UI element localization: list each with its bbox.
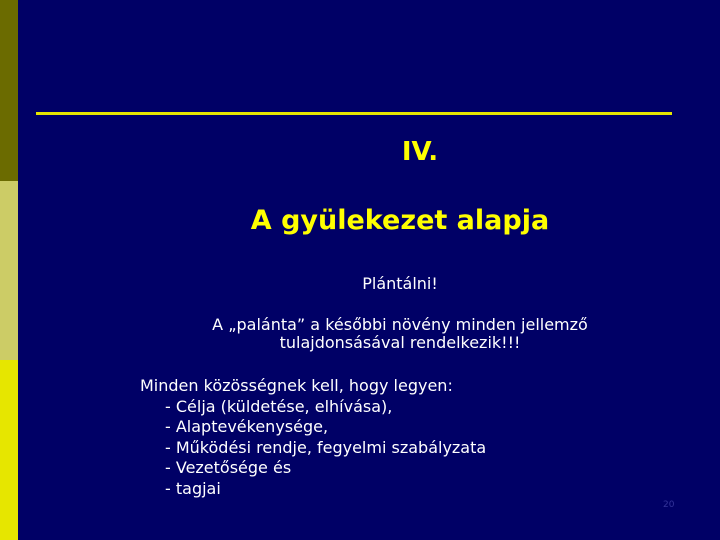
quote-block — [170, 316, 630, 352]
slide-title: A gyülekezet alapja — [250, 205, 550, 236]
quote-line-1: A „palánta” a későbbi növény minden jellemző — [212, 315, 588, 334]
slide-subtitle: Plántálni! — [362, 274, 438, 293]
page-number: 20 — [663, 500, 675, 510]
quote-line-2: tulajdonsásával rendelkezik!!! — [279, 333, 521, 352]
list-item: - Vezetősége és — [165, 458, 292, 478]
list-item: - tagjai — [165, 478, 221, 498]
list-item: - Célja (küldetése, elhívása), — [165, 396, 393, 416]
requirements-list — [140, 376, 486, 500]
list-intro: Minden közösségnek kell, hogy legyen: — [140, 376, 453, 395]
section-number: IV. — [401, 137, 439, 167]
list-item: - Működési rendje, fegyelmi szabályzata — [165, 437, 487, 457]
left-bar-bottom — [0, 360, 18, 540]
list-item: - Alaptevékenysége, — [165, 417, 329, 437]
title-divider — [36, 112, 672, 115]
